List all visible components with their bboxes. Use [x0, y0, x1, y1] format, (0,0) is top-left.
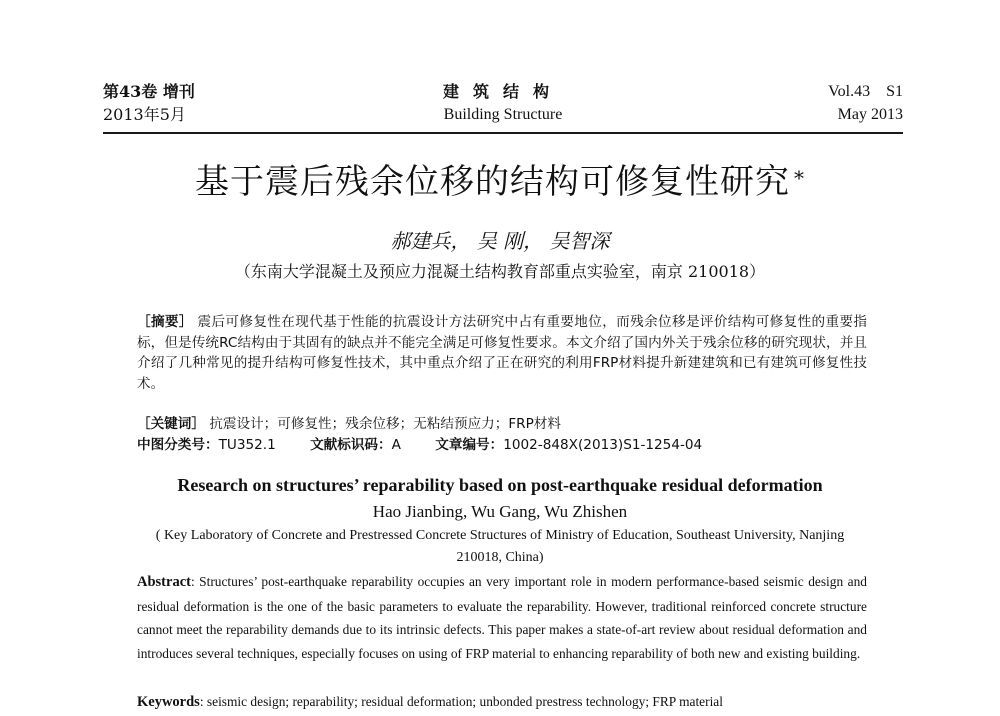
authors-cn: 郝建兵， 吴 刚， 吴智深 — [390, 229, 610, 253]
journal-name-cn: 建筑结构 — [442, 82, 563, 101]
keywords-en-label: Keywords — [137, 694, 200, 710]
keywords-en — [137, 691, 867, 713]
article-number — [435, 437, 702, 453]
clc-number — [137, 437, 276, 453]
keywords-en-text: seismic design; reparability; residual deformation; unbonded prestress technology; FRP material — [206, 694, 723, 709]
keywords-cn — [137, 414, 867, 435]
document-code-value: A — [391, 437, 401, 453]
affiliation-cn: （东南大学混凝土及预应力混凝土结构教育部重点实验室，南京 210018） — [234, 262, 766, 281]
keywords-cn-label: ［关键词］ — [137, 416, 205, 432]
running-header — [103, 80, 903, 134]
abstract-en-sep: : — [190, 574, 200, 589]
publication-date-cn: 2013年5月 — [103, 105, 186, 124]
clc-label: 中图分类号： — [137, 437, 219, 453]
classification-line — [137, 435, 867, 456]
document-code — [310, 437, 401, 453]
paper-title-en: Research on structures’ reparability based on post-earthquake residual deformation — [177, 475, 823, 495]
abstract-cn-text: 震后可修复性在现代基于性能的抗震设计方法研究中占有重要地位，而残余位移是评价结构可修复性的重要指标，但是传统RC结构由于其固有的缺点并不能完全满足可修复性要求。本文介绍了国内外关于残余位移的研究现状，并且介绍了几种常见的提升结构可修复性技术，其中重点介绍了正在研究的利用FRP材料提升新建建筑和已有建筑可修复性技术。 — [137, 314, 867, 392]
paper-title-cn — [0, 160, 1000, 204]
publication-date-en: May 2013 — [837, 106, 903, 123]
abstract-en-text: Structures’ post-earthquake reparability occupies an very important role in modern performance-based seismic design and residual deformation is the one of the basic parameters to evaluate the reparability. However, traditional reinforced concrete structure cannot meet the reparability demands due to its intrinsic defects. This paper makes a state-of-art review about residual deformation and introduces several techniques, especially focuses on using of FRP material to enhancing reparability of both new and existing building. — [137, 574, 867, 661]
journal-name-en: Building Structure — [443, 106, 563, 123]
title-text: 基于震后残余位移的结构可修复性研究 — [195, 162, 790, 202]
keywords-en-sep: : — [199, 694, 207, 709]
volume-en: Vol.43 S1 — [828, 83, 903, 100]
document-code-label: 文献标识码： — [310, 437, 392, 453]
article-number-label: 文章编号： — [435, 437, 504, 453]
abstract-en — [137, 570, 867, 665]
abstract-cn-label: ［摘要］ — [137, 314, 193, 330]
title-footnote-mark: * — [794, 166, 805, 190]
abstract-cn — [137, 312, 867, 394]
header-right — [828, 80, 903, 126]
header-center — [103, 80, 903, 126]
clc-value: TU352.1 — [218, 437, 276, 453]
authors-en: Hao Jianbing, Wu Gang, Wu Zhishen — [372, 502, 628, 521]
volume-issue: 第43卷 增刊 — [103, 82, 195, 101]
abstract-en-label: Abstract — [137, 574, 191, 590]
affiliation-en: ( Key Laboratory of Concrete and Prestressed Concrete Structures of Ministry of Education, Southeast University, Nanjing 210018, China) — [155, 528, 845, 565]
article-number-value: 1002-848X(2013)S1-1254-04 — [503, 437, 703, 453]
keywords-cn-text: 抗震设计；可修复性；残余位移；无粘结预应力；FRP材料 — [204, 416, 561, 432]
